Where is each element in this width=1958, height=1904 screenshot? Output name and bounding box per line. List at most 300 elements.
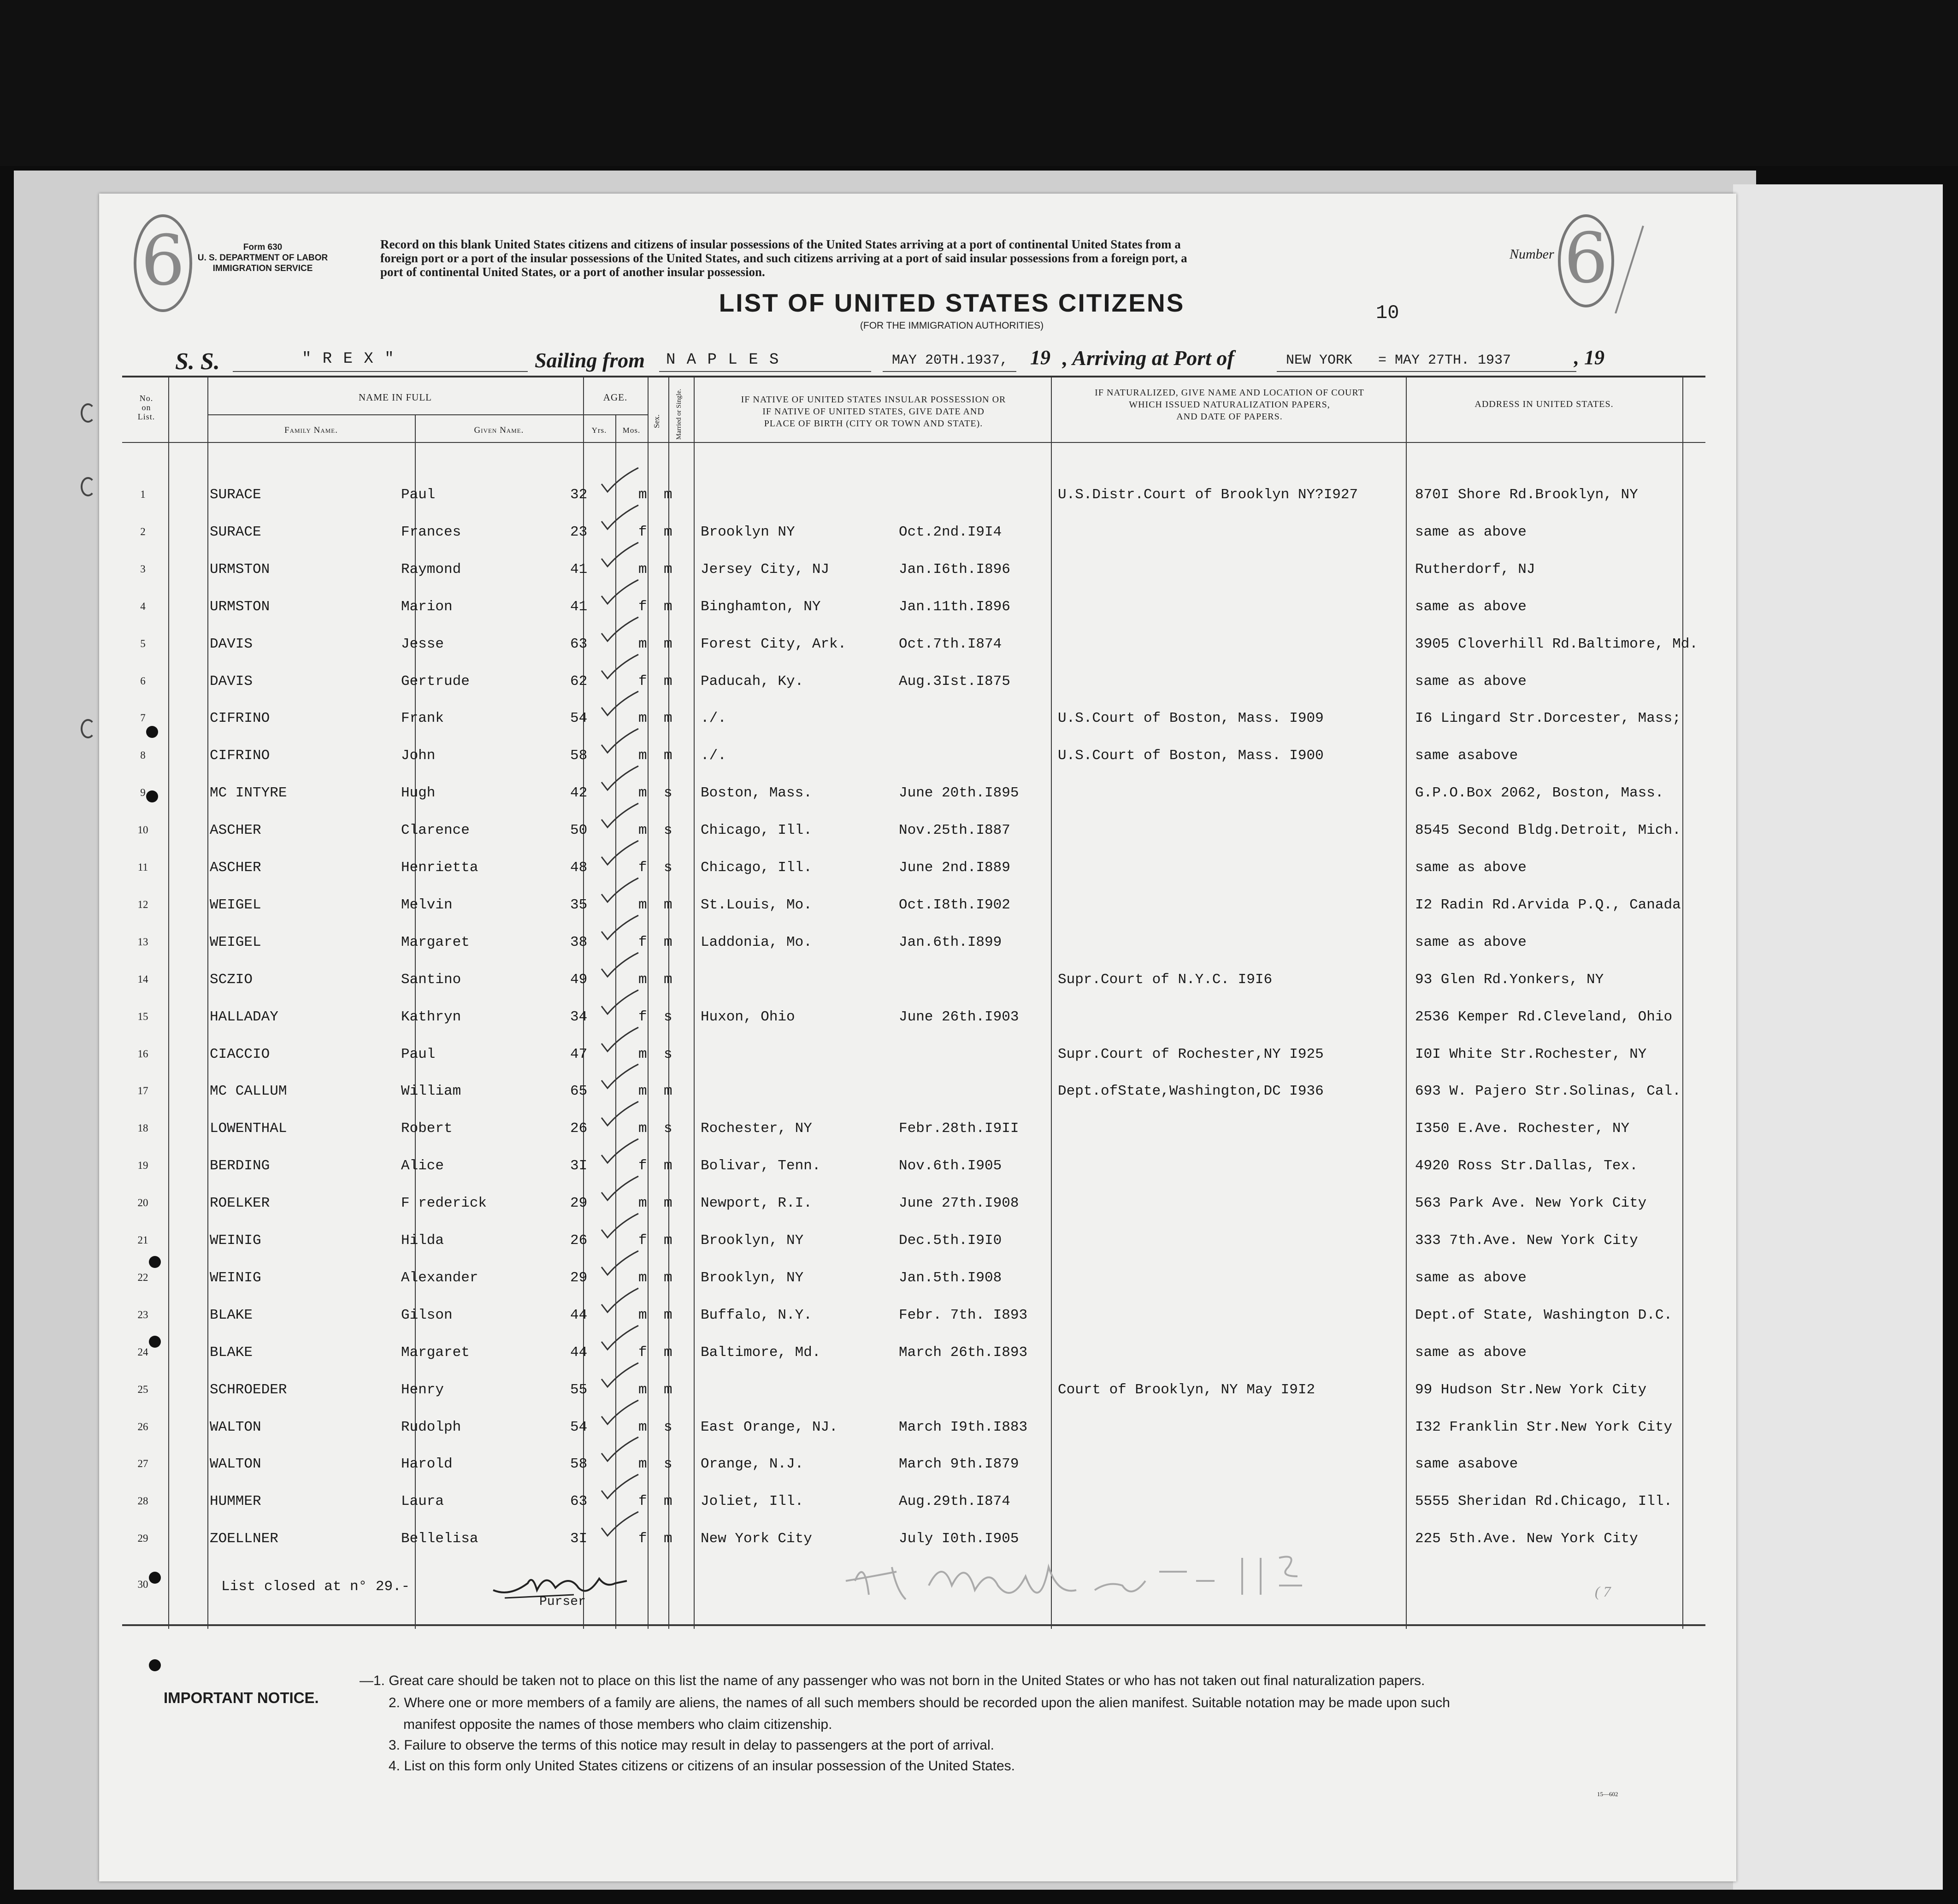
family-name-cell: MC INTYRE	[210, 785, 287, 802]
given-name-cell: William	[401, 1083, 461, 1100]
row-number: 26	[137, 1421, 148, 1432]
given-name-cell: Gilson	[401, 1307, 453, 1323]
sex-cell: m	[638, 1195, 647, 1212]
row-number: 14	[137, 973, 148, 985]
family-name-cell: SCZIO	[210, 971, 253, 988]
sex-cell: m	[638, 785, 647, 802]
check-mark-icon	[595, 1064, 645, 1092]
notice-line: 3. Failure to observe the terms of this notice may result in delay to passengers at the port of arrival.	[389, 1738, 994, 1753]
sex-cell: f	[638, 1232, 647, 1249]
header-text: IF NATIVE OF UNITED STATES INSULAR POSSESSION OR	[741, 395, 1006, 405]
family-name-cell: WEIGEL	[210, 934, 261, 950]
notice-line: manifest opposite the names of those members who claim citizenship.	[403, 1717, 832, 1732]
column-rule	[168, 377, 169, 1629]
family-name-cell: SCHROEDER	[210, 1381, 287, 1398]
given-name-cell: Laura	[401, 1493, 444, 1510]
address-cell: I350 E.Ave. Rochester, NY	[1415, 1120, 1630, 1137]
birth-date-cell: Oct.2nd.I9I4	[899, 524, 1002, 540]
given-name-cell: Harold	[401, 1456, 453, 1473]
given-name-cell: Marion	[401, 598, 453, 615]
birth-date-cell: Aug.3Ist.I875	[899, 673, 1010, 690]
column-rule	[648, 377, 649, 1629]
check-mark-icon	[595, 691, 645, 719]
age-cell: 34	[570, 1008, 588, 1025]
ship-underline	[233, 371, 528, 372]
date-underline	[883, 371, 1016, 372]
address-cell: I32 Franklin Str.New York City	[1415, 1419, 1673, 1435]
address-cell: same as above	[1415, 934, 1527, 950]
record-line: foreign port or a port of the insular possessions of the United States, and such citizens arriving at a port of said insular possessions from a foreign port, a	[380, 251, 1187, 265]
family-name-cell: BLAKE	[210, 1344, 253, 1361]
marital-status-cell: m	[664, 971, 672, 988]
address-cell: same asabove	[1415, 1456, 1518, 1473]
column-rule	[694, 377, 695, 1629]
row-number: 28	[137, 1495, 148, 1507]
row-number: 16	[137, 1048, 148, 1060]
sex-cell: m	[638, 1269, 647, 1286]
col-header-no	[124, 394, 168, 421]
given-name-cell: John	[401, 748, 436, 764]
column-rule	[207, 377, 208, 1629]
given-name-cell: Melvin	[401, 896, 453, 913]
birth-place-cell: Orange, N.J.	[701, 1456, 804, 1473]
row-number: 1	[140, 489, 146, 500]
check-mark-icon	[595, 1437, 645, 1465]
row-number: 6	[140, 675, 146, 687]
age-cell: 55	[570, 1381, 588, 1398]
header-text: IF NATURALIZED, GIVE NAME AND LOCATION OF COURT	[1095, 388, 1364, 398]
birth-place-cell: New York City	[701, 1531, 812, 1547]
family-name-cell: WALTON	[210, 1456, 261, 1473]
header-text: No.	[139, 394, 153, 403]
address-cell: I2 Radin Rd.Arvida P.Q., Canada	[1415, 896, 1681, 913]
row-number: 15	[137, 1010, 148, 1022]
given-name-cell: Frank	[401, 710, 444, 727]
family-name-cell: URMSTON	[210, 598, 270, 615]
form-number-mark: 6	[134, 214, 192, 312]
page-title: LIST OF UNITED STATES CITIZENS	[719, 289, 1185, 317]
birth-place-cell: Huxon, Ohio	[701, 1008, 795, 1025]
col-header-naturalized	[1053, 387, 1406, 423]
address-cell: same as above	[1415, 598, 1527, 615]
number-label: Number	[1510, 247, 1554, 262]
birth-date-cell: June 2nd.I889	[899, 860, 1010, 876]
marital-status-cell: m	[664, 934, 672, 950]
age-cell: 65	[570, 1083, 588, 1100]
check-mark-icon	[595, 1363, 645, 1391]
col-header-mos: Mos.	[622, 426, 641, 435]
birth-place-cell: East Orange, NJ.	[701, 1419, 838, 1435]
address-cell: 563 Park Ave. New York City	[1415, 1195, 1647, 1212]
birth-date-cell: Febr. 7th. I893	[899, 1307, 1028, 1323]
address-cell: Dept.of State, Washington D.C.	[1415, 1307, 1673, 1323]
marital-status-cell: m	[664, 636, 672, 652]
check-mark-icon	[595, 1102, 645, 1129]
notice-line: 2. Where one or more members of a family are aliens, the names of all such members should be recorded upon the alien manifest. Suitable notation may be made upon such	[389, 1695, 1450, 1710]
family-name-cell: URMSTON	[210, 561, 270, 578]
family-name-cell: CIACCIO	[210, 1046, 270, 1062]
check-mark-icon	[595, 1139, 645, 1167]
given-name-cell: Jesse	[401, 636, 444, 652]
given-name-cell: Hugh	[401, 785, 436, 802]
check-mark-icon	[595, 1251, 645, 1279]
naturalization-court-cell: U.S.Court of Boston, Mass. I909	[1058, 710, 1324, 727]
sex-cell: m	[638, 1083, 647, 1100]
address-cell: I6 Lingard Str.Dorcester, Mass;	[1415, 710, 1681, 727]
list-number: 6	[1558, 214, 1614, 307]
family-name-cell: SURACE	[210, 487, 261, 503]
row-number: 22	[137, 1271, 148, 1283]
sailing-year: 19	[1030, 346, 1050, 369]
address-cell: 693 W. Pajero Str.Solinas, Cal.	[1415, 1083, 1681, 1100]
marital-status-cell: s	[664, 1046, 672, 1062]
family-name-cell: WEINIG	[210, 1232, 261, 1249]
col-header-age: AGE.	[603, 392, 628, 403]
age-cell: 58	[570, 1456, 588, 1473]
family-name-cell: ZOELLNER	[210, 1531, 278, 1547]
address-cell: 8545 Second Bldg.Detroit, Mich.	[1415, 822, 1681, 839]
given-name-cell: Hilda	[401, 1232, 444, 1249]
marital-status-cell: m	[664, 1232, 672, 1249]
address-cell: 99 Hudson Str.New York City	[1415, 1381, 1647, 1398]
family-name-cell: MC CALLUM	[210, 1083, 287, 1100]
given-name-cell: Raymond	[401, 561, 461, 578]
age-cell: 62	[570, 673, 588, 690]
row-number: 17	[137, 1085, 148, 1097]
sex-cell: m	[638, 822, 647, 839]
birth-date-cell: March 9th.I879	[899, 1456, 1019, 1473]
check-mark-icon	[595, 468, 645, 495]
marital-status-cell: s	[664, 1120, 672, 1137]
header-text: on	[142, 403, 151, 412]
birth-place-cell: Bolivar, Tenn.	[701, 1158, 821, 1174]
family-name-cell: DAVIS	[210, 636, 253, 652]
family-name-cell: CIFRINO	[210, 748, 270, 764]
birth-place-cell: Chicago, Ill.	[701, 860, 812, 876]
family-name-cell: CIFRINO	[210, 710, 270, 727]
address-cell: I0I White Str.Rochester, NY	[1415, 1046, 1647, 1062]
age-cell: 58	[570, 748, 588, 764]
age-cell: 3I	[570, 1158, 588, 1174]
marital-status-cell: s	[664, 822, 672, 839]
col-header-yrs: Yrs.	[591, 426, 607, 435]
check-mark-icon	[595, 841, 645, 868]
birth-place-cell: Brooklyn, NY	[701, 1269, 804, 1286]
naturalization-court-cell: Dept.ofState,Washington,DC I936	[1058, 1083, 1324, 1100]
check-mark-icon	[595, 505, 645, 533]
marital-status-cell: m	[664, 1307, 672, 1323]
record-line: Record on this blank United States citizens and citizens of insular possessions of the United States arriving at a port of continental United States from a	[380, 237, 1181, 251]
row-number: 8	[140, 749, 146, 761]
given-name-cell: F rederick	[401, 1195, 487, 1212]
sex-cell: m	[638, 710, 647, 727]
given-name-cell: Clarence	[401, 822, 470, 839]
birth-place-cell: Brooklyn, NY	[701, 1232, 804, 1249]
age-cell: 63	[570, 636, 588, 652]
birth-place-cell: Brooklyn NY	[701, 524, 795, 540]
row-number: 30	[137, 1579, 148, 1590]
col-header-family: Family Name.	[284, 425, 338, 435]
binder-ring-icon	[81, 403, 95, 423]
check-mark-icon	[595, 953, 645, 980]
header-text: PLACE OF BIRTH (CITY OR TOWN AND STATE).	[764, 419, 983, 429]
list-closed-text: List closed at n° 29.-	[221, 1579, 410, 1595]
birth-place-cell: Laddonia, Mo.	[701, 934, 812, 950]
sex-cell: f	[638, 860, 647, 876]
row-number: 5	[140, 637, 146, 649]
birth-place-cell: Jersey City, NJ	[701, 561, 830, 578]
check-mark-icon	[595, 542, 645, 570]
age-cell: 54	[570, 1419, 588, 1435]
column-rule	[1051, 377, 1052, 1629]
port-from: N A P L E S	[666, 351, 780, 369]
sex-cell: m	[638, 487, 647, 503]
pencil-marks: ( 7	[1595, 1583, 1611, 1600]
birth-date-cell: Jan.5th.I908	[899, 1269, 1002, 1286]
column-rule	[1682, 377, 1683, 1629]
row-number: 12	[137, 898, 148, 910]
row-number: 11	[137, 861, 148, 873]
notice-line: —1. Great care should be taken not to place on this list the name of any passenger who was not born in the United States or who has not taken out final naturalization papers.	[360, 1673, 1425, 1688]
marital-status-cell: m	[664, 1158, 672, 1174]
row-number: 3	[140, 563, 146, 575]
check-mark-icon	[595, 654, 645, 682]
given-name-cell: Bellelisa	[401, 1531, 478, 1547]
birth-place-cell: Chicago, Ill.	[701, 822, 812, 839]
birth-date-cell: Jan.11th.I896	[899, 598, 1010, 615]
sex-cell: m	[638, 748, 647, 764]
family-name-cell: WEIGEL	[210, 896, 261, 913]
sex-cell: f	[638, 1344, 647, 1361]
age-cell: 44	[570, 1307, 588, 1323]
marital-status-cell: m	[664, 710, 672, 727]
marital-status-cell: m	[664, 524, 672, 540]
header-rule	[207, 414, 648, 415]
address-cell: 93 Glen Rd.Yonkers, NY	[1415, 971, 1604, 988]
row-number: 24	[137, 1346, 148, 1358]
col-header-married: Married or Single.	[675, 389, 683, 440]
address-cell: 5555 Sheridan Rd.Chicago, Ill.	[1415, 1493, 1673, 1510]
marital-status-cell: m	[664, 1531, 672, 1547]
row-number: 18	[137, 1122, 148, 1134]
birth-place-cell: Paducah, Ky.	[701, 673, 804, 690]
age-cell: 41	[570, 598, 588, 615]
record-line: port of continental United States, or a port of another insular possession.	[380, 265, 765, 279]
sex-cell: f	[638, 1493, 647, 1510]
birth-date-cell: Dec.5th.I9I0	[899, 1232, 1002, 1249]
birth-date-cell: June 27th.I908	[899, 1195, 1019, 1212]
sex-cell: m	[638, 1456, 647, 1473]
address-cell: 333 7th.Ave. New York City	[1415, 1232, 1638, 1249]
naturalization-court-cell: Supr.Court of N.Y.C. I9I6	[1058, 971, 1273, 988]
marital-status-cell: m	[664, 748, 672, 764]
address-cell: 3905 Cloverhill Rd.Baltimore, Md.	[1415, 636, 1698, 652]
arrival-date: = MAY 27TH. 1937	[1378, 353, 1511, 368]
column-rule	[1406, 377, 1407, 1629]
family-name-cell: DAVIS	[210, 673, 253, 690]
ss-label: S. S.	[175, 348, 220, 375]
given-name-cell: Gertrude	[401, 673, 470, 690]
birth-date-cell: Jan.I6th.I896	[899, 561, 1010, 578]
family-name-cell: HUMMER	[210, 1493, 261, 1510]
check-mark-icon	[595, 915, 645, 943]
age-cell: 41	[570, 561, 588, 578]
given-name-cell: Kathryn	[401, 1008, 461, 1025]
marital-status-cell: m	[664, 1195, 672, 1212]
age-cell: 49	[570, 971, 588, 988]
birth-place-cell: Buffalo, N.Y.	[701, 1307, 812, 1323]
col-header-name: NAME IN FULL	[359, 392, 432, 403]
sex-cell: m	[638, 1419, 647, 1435]
family-name-cell: SURACE	[210, 524, 261, 540]
address-cell: same as above	[1415, 1269, 1527, 1286]
punch-hole-icon	[149, 1659, 161, 1671]
row-number: 4	[140, 600, 146, 612]
marital-status-cell: s	[664, 1419, 672, 1435]
row-number: 19	[137, 1160, 148, 1172]
manifest-sheet	[99, 194, 1736, 1881]
row-number: 9	[140, 787, 146, 799]
binder-ring-icon	[81, 477, 95, 496]
age-cell: 3I	[570, 1531, 588, 1547]
given-name-cell: Santino	[401, 971, 461, 988]
family-name-cell: HALLADAY	[210, 1008, 278, 1025]
check-mark-icon	[595, 803, 645, 831]
given-name-cell: Alexander	[401, 1269, 478, 1286]
form-code: 15—602	[1597, 1791, 1618, 1798]
form-label: Form 630	[243, 242, 283, 252]
ship-name: " R E X "	[302, 350, 395, 368]
naturalization-court-cell: U.S.Court of Boston, Mass. I900	[1058, 748, 1324, 764]
row-number: 25	[137, 1383, 148, 1395]
col-header-given: Given Name.	[474, 425, 524, 435]
page-subtitle: (FOR THE IMMIGRATION AUTHORITIES)	[860, 320, 1044, 331]
sex-cell: m	[638, 636, 647, 652]
marital-status-cell: s	[664, 860, 672, 876]
sex-cell: f	[638, 598, 647, 615]
birth-place-cell: Boston, Mass.	[701, 785, 812, 802]
marital-status-cell: m	[664, 487, 672, 503]
sex-cell: m	[638, 971, 647, 988]
age-cell: 38	[570, 934, 588, 950]
age-cell: 47	[570, 1046, 588, 1062]
family-name-cell: ASCHER	[210, 822, 261, 839]
given-name-cell: Paul	[401, 487, 436, 503]
sex-cell: m	[638, 1381, 647, 1398]
sex-cell: m	[638, 1120, 647, 1137]
family-name-cell: WALTON	[210, 1419, 261, 1435]
address-cell: same as above	[1415, 1344, 1527, 1361]
given-name-cell: Alice	[401, 1158, 444, 1174]
marital-status-cell: m	[664, 1381, 672, 1398]
marital-status-cell: s	[664, 1456, 672, 1473]
check-mark-icon	[595, 1027, 645, 1055]
naturalization-court-cell: Court of Brooklyn, NY May I9I2	[1058, 1381, 1315, 1398]
naturalization-court-cell: Supr.Court of Rochester,NY I925	[1058, 1046, 1324, 1062]
birth-place-cell: St.Louis, Mo.	[701, 896, 812, 913]
birth-place-cell: Forest City, Ark.	[701, 636, 847, 652]
service-label: IMMIGRATION SERVICE	[212, 264, 313, 273]
notice-line: 4. List on this form only United States citizens or citizens of an insular possession of the United States.	[389, 1758, 1015, 1774]
col-header-birth	[696, 394, 1051, 430]
inspector-signature-icon	[837, 1539, 1380, 1627]
birth-place-cell: Rochester, NY	[701, 1120, 812, 1137]
given-name-cell: Rudolph	[401, 1419, 461, 1435]
check-mark-icon	[595, 729, 645, 756]
birth-date-cell: Aug.29th.I874	[899, 1493, 1010, 1510]
col-header-address: ADDRESS IN UNITED STATES.	[1474, 399, 1614, 409]
arriving-label: , Arriving at Port of	[1062, 346, 1234, 370]
given-name-cell: Margaret	[401, 934, 470, 950]
age-cell: 63	[570, 1493, 588, 1510]
birth-place-cell: Joliet, Ill.	[701, 1493, 804, 1510]
check-mark-icon	[595, 1512, 645, 1539]
marital-status-cell: m	[664, 561, 672, 578]
adjacent-page-edge	[1733, 184, 1943, 1890]
check-mark-icon	[595, 1214, 645, 1241]
sex-cell: f	[638, 673, 647, 690]
address-cell: same as above	[1415, 524, 1527, 540]
birth-date-cell: June 26th.I903	[899, 1008, 1019, 1025]
header-rule	[122, 442, 1705, 443]
age-cell: 26	[570, 1120, 588, 1137]
row-number: 21	[137, 1234, 148, 1246]
address-cell: 225 5th.Ave. New York City	[1415, 1531, 1638, 1547]
sex-cell: f	[638, 1008, 647, 1025]
sailing-date: MAY 20TH.1937,	[892, 353, 1008, 368]
check-mark-icon	[1613, 221, 1645, 313]
age-cell: 32	[570, 487, 588, 503]
check-mark-icon	[595, 878, 645, 906]
sex-cell: f	[638, 1158, 647, 1174]
record-instructions	[380, 237, 1537, 279]
given-name-cell: Robert	[401, 1120, 453, 1137]
check-mark-icon	[595, 1400, 645, 1428]
birth-date-cell: March I9th.I883	[899, 1419, 1028, 1435]
age-cell: 29	[570, 1269, 588, 1286]
family-name-cell: WEINIG	[210, 1269, 261, 1286]
sex-cell: m	[638, 1307, 647, 1323]
port-to-underline	[1277, 371, 1576, 372]
row-number: 29	[137, 1533, 148, 1544]
birth-place-cell: ./.	[701, 748, 726, 764]
sailing-label: Sailing from	[535, 348, 645, 372]
birth-place-cell: Binghamton, NY	[701, 598, 821, 615]
address-cell: 4920 Ross Str.Dallas, Tex.	[1415, 1158, 1638, 1174]
marital-status-cell: m	[664, 1344, 672, 1361]
family-name-cell: BERDING	[210, 1158, 270, 1174]
marital-status-cell: m	[664, 1493, 672, 1510]
naturalization-court-cell: U.S.Distr.Court of Brooklyn NY?I927	[1058, 487, 1358, 503]
marital-status-cell: m	[664, 896, 672, 913]
address-cell: same asabove	[1415, 748, 1518, 764]
birth-date-cell: Nov.6th.I905	[899, 1158, 1002, 1174]
sex-cell: m	[638, 1046, 647, 1062]
marital-status-cell: m	[664, 1083, 672, 1100]
sex-cell: m	[638, 896, 647, 913]
age-cell: 54	[570, 710, 588, 727]
scan-border	[0, 0, 1958, 166]
birth-date-cell: Jan.6th.I899	[899, 934, 1002, 950]
row-number: 2	[140, 525, 146, 537]
check-mark-icon	[595, 1288, 645, 1316]
marital-status-cell: m	[664, 1269, 672, 1286]
port-to: NEW YORK	[1286, 353, 1353, 368]
sex-cell: f	[638, 1531, 647, 1547]
marital-status-cell: s	[664, 1008, 672, 1025]
given-name-cell: Paul	[401, 1046, 436, 1062]
address-cell: same as above	[1415, 860, 1527, 876]
